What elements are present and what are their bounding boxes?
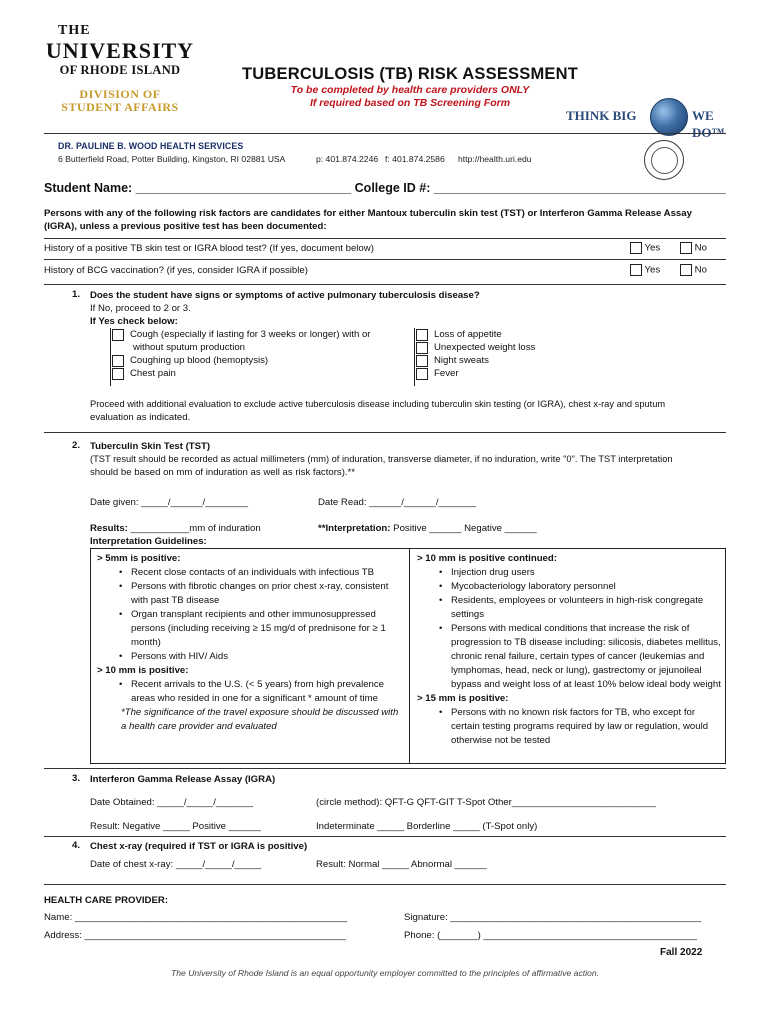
history-label: History of BCG vaccination? (if yes, consider IGRA if possible) (44, 265, 308, 276)
yes-checkbox[interactable] (630, 264, 642, 276)
header-divider (44, 133, 726, 134)
guideline-item: • Mycobacteriology laboratory personnel (417, 580, 721, 594)
tst-interpretation-label: **Interpretation: (318, 523, 391, 534)
igra-method-field[interactable]: (circle method): QFT-G QFT-GIT T-Spot Other___________________________ (316, 797, 656, 808)
provider-signature-field[interactable]: Signature: _______________________________________________ (404, 912, 702, 923)
q1-question: Does the student have signs or symptoms of active pulmonary tuberculosis disease? (90, 290, 480, 301)
guideline-item: • Persons with HIV/ Aids (97, 650, 405, 664)
tst-interpretation-field[interactable] (318, 522, 537, 535)
yes-label: Yes (644, 264, 661, 276)
q4-heading: Chest x-ray (required if TST or IGRA is positive) (90, 841, 308, 852)
clinic-phone: p: 401.874.2246 (316, 154, 379, 164)
symptom-fever: Fever (434, 368, 459, 379)
travel-exposure-note: *The significance of the travel exposure should be discussed with a health care provider and evaluated (121, 707, 399, 732)
chest-xray-date-field[interactable]: Date of chest x-ray: _____/_____/_____ (90, 859, 262, 870)
symptom-checkbox-cough[interactable] (112, 329, 124, 342)
history-label: History of a positive TB skin test or IGRA blood test? (If yes, document below) (44, 243, 374, 254)
chest-xray-result-field[interactable]: Result: Normal _____ Abnormal ______ (316, 859, 487, 870)
logo-line-university: UNIVERSITY (45, 38, 195, 64)
provider-phone-field[interactable]: Phone: (_______) ________________________________________ (404, 930, 697, 941)
no-label: No (694, 242, 707, 254)
provider-address-field[interactable]: Address: _________________________________________________ (44, 930, 346, 941)
eoe-footer: The University of Rhode Island is an equal opportunity employer committed to the principles of affirmative action. (171, 968, 599, 978)
interpretation-guidelines-heading: Interpretation Guidelines: (90, 536, 207, 547)
symptom-column-border (414, 328, 415, 386)
divider (44, 259, 726, 260)
tst-results-value: ___________mm of induration (127, 523, 261, 534)
q3-number: 3. (71, 773, 80, 784)
clinic-fax: f: 401.874.2586 (385, 154, 445, 164)
guideline-item: • Recent arrivals to the U.S. (< 5 years) from high prevalence areas who resided in one for a significant * amount of time (97, 678, 405, 706)
form-subtitle (230, 84, 590, 110)
q3-heading: Interferon Gamma Release Assay (IGRA) (90, 774, 276, 785)
igra-date-obtained-field[interactable]: Date Obtained: _____/_____/_______ (90, 797, 254, 808)
symptom-hemoptysis: Coughing up blood (hemoptysis) (130, 355, 269, 366)
symptom-checkbox-appetite[interactable] (416, 329, 428, 342)
logo-line-rhode-island: OF RHODE ISLAND (59, 63, 181, 78)
symptom-checkbox-night-sweats[interactable] (416, 355, 428, 368)
guideline-item: • Persons with medical conditions that increase the risk of progression to TB disease including: silicosis, diabetes mellitus, chronic renal failure, certain types of cancer (leukemias and lymphomas, head, neck or lung), gastrectomy or jejunoileal bypass and weight loss of at least 10% below ideal body weight (417, 622, 721, 692)
q4-number: 4. (71, 840, 80, 851)
guideline-item: • Residents, employees or volunteers in high-risk congregate settings (417, 594, 721, 622)
q1-if-yes: If Yes check below: (90, 316, 178, 327)
no-checkbox[interactable] (680, 242, 692, 254)
guideline-item: • Persons with fibrotic changes on prior chest x-ray, consistent with past TB disease (97, 580, 405, 608)
symptom-checkbox-weight-loss[interactable] (416, 342, 428, 355)
divider (44, 836, 726, 837)
q2-desc-line1: (TST result should be recorded as actual millimeters (mm) of induration, transverse diameter, if no induration, write "0". The TST interpretation (90, 454, 673, 464)
provider-heading: HEALTH CARE PROVIDER: (44, 895, 169, 906)
clinic-address: 6 Butterfield Road, Potter Building, Kingston, RI 02881 USA (58, 154, 286, 164)
q2-number: 2. (71, 440, 80, 451)
q1-if-no: If No, proceed to 2 or 3. (90, 303, 191, 314)
no-label: No (694, 264, 707, 276)
guideline-heading-5mm: > 5mm is positive: (97, 553, 181, 564)
symptom-appetite: Loss of appetite (434, 329, 502, 340)
symptom-cough: Cough (especially if lasting for 3 weeks or longer) with or (130, 329, 371, 340)
subtitle-line-1: To be completed by health care providers ONLY (290, 84, 530, 96)
tst-results-label: Results: (90, 523, 128, 534)
guideline-heading-10mm: > 10 mm is positive: (97, 665, 189, 676)
divider (44, 284, 726, 285)
slogan-right: WE DO™ (692, 108, 725, 140)
globe-icon (650, 98, 688, 136)
provider-name-field[interactable]: Name: ___________________________________________________ (44, 912, 348, 923)
yes-label: Yes (644, 242, 661, 254)
q2-desc-line2: should be based on mm of induration as well as risk factors).** (90, 467, 356, 478)
divider (44, 768, 726, 769)
history-row-bcg (44, 265, 726, 277)
q1-proceed-line2: evaluation as indicated. (90, 412, 191, 423)
guidelines-divider (409, 549, 410, 763)
clinic-name: DR. PAULINE B. WOOD HEALTH SERVICES (58, 141, 244, 151)
symptom-column-border (110, 328, 111, 386)
symptom-cough-cont: without sputum production (133, 342, 245, 353)
guideline-item: • Organ transplant recipients and other immunosuppressed persons (including receiving ≥ 15 mg/d of prednisone for ≥ 1 month) (97, 608, 405, 650)
symptom-weight-loss: Unexpected weight loss (434, 342, 536, 353)
tst-date-read-field[interactable]: Date Read: ______/______/_______ (318, 497, 476, 508)
guideline-heading-15mm: > 15 mm is positive: (417, 693, 509, 704)
divider (44, 884, 726, 885)
divider (44, 238, 726, 239)
university-logo (40, 22, 200, 114)
student-name-id-line[interactable]: Student Name: _______________________________ College ID #: __________________________________________ (44, 181, 726, 195)
q1-proceed-line1: Proceed with additional evaluation to exclude active tuberculosis disease including tuberculin skin testing (or IGRA), chest x-ray and sputum (90, 399, 666, 409)
symptom-checkbox-chest-pain[interactable] (112, 368, 124, 381)
symptom-night-sweats: Night sweats (434, 355, 489, 366)
form-edition: Fall 2022 (660, 947, 703, 958)
symptom-chest-pain: Chest pain (130, 368, 176, 379)
q2-heading: Tuberculin Skin Test (TST) (90, 441, 211, 452)
interpretation-guidelines-box (90, 548, 726, 764)
guideline-item: • Persons with no known risk factors for TB, who except for certain testing programs required by law or regulation, would otherwise not be tested (417, 706, 721, 748)
symptom-checkbox-fever[interactable] (416, 368, 428, 381)
history-row-tb-test (44, 243, 726, 255)
yes-checkbox[interactable] (630, 242, 642, 254)
risk-factor-intro: Persons with any of the following risk factors are candidates for either Mantoux tuberculin skin test (TST) or Interferon Gamma Release Assay (IGRA), unless a previous positive test has been documented: (44, 208, 692, 232)
tst-results-field[interactable] (90, 522, 261, 535)
q1-number: 1. (71, 289, 80, 300)
logo-line-the: THE (58, 23, 91, 38)
tst-date-given-field[interactable]: Date given: _____/______/________ (90, 497, 248, 508)
igra-indeterminate-field[interactable]: Indeterminate _____ Borderline _____ (T-Spot only) (316, 821, 538, 832)
divider (44, 432, 726, 433)
tst-interpretation-value: Positive ______ Negative ______ (390, 523, 537, 534)
logo-line-student-affairs: STUDENT AFFAIRS (61, 100, 179, 115)
logo-line-division: DIVISION OF (79, 87, 161, 102)
subtitle-line-2: If required based on TB Screening Form (309, 97, 511, 109)
no-checkbox[interactable] (680, 264, 692, 276)
guidelines-right-column (417, 552, 721, 748)
form-title: TUBERCULOSIS (TB) RISK ASSESSMENT (241, 65, 578, 83)
guideline-heading-10mm-cont: > 10 mm is positive continued: (417, 553, 557, 564)
guideline-item: • Recent close contacts of an individuals with infectious TB (97, 566, 405, 580)
guidelines-left-column (97, 552, 405, 733)
guideline-item: • Injection drug users (417, 566, 721, 580)
university-seal-icon (644, 140, 684, 180)
slogan-left: THINK BIG (566, 108, 637, 123)
think-big-logo (566, 96, 746, 140)
symptom-checkbox-hemoptysis[interactable] (112, 355, 124, 368)
igra-result-field[interactable]: Result: Negative _____ Positive ______ (90, 821, 261, 832)
clinic-website: http://health.uri.edu (458, 154, 532, 164)
